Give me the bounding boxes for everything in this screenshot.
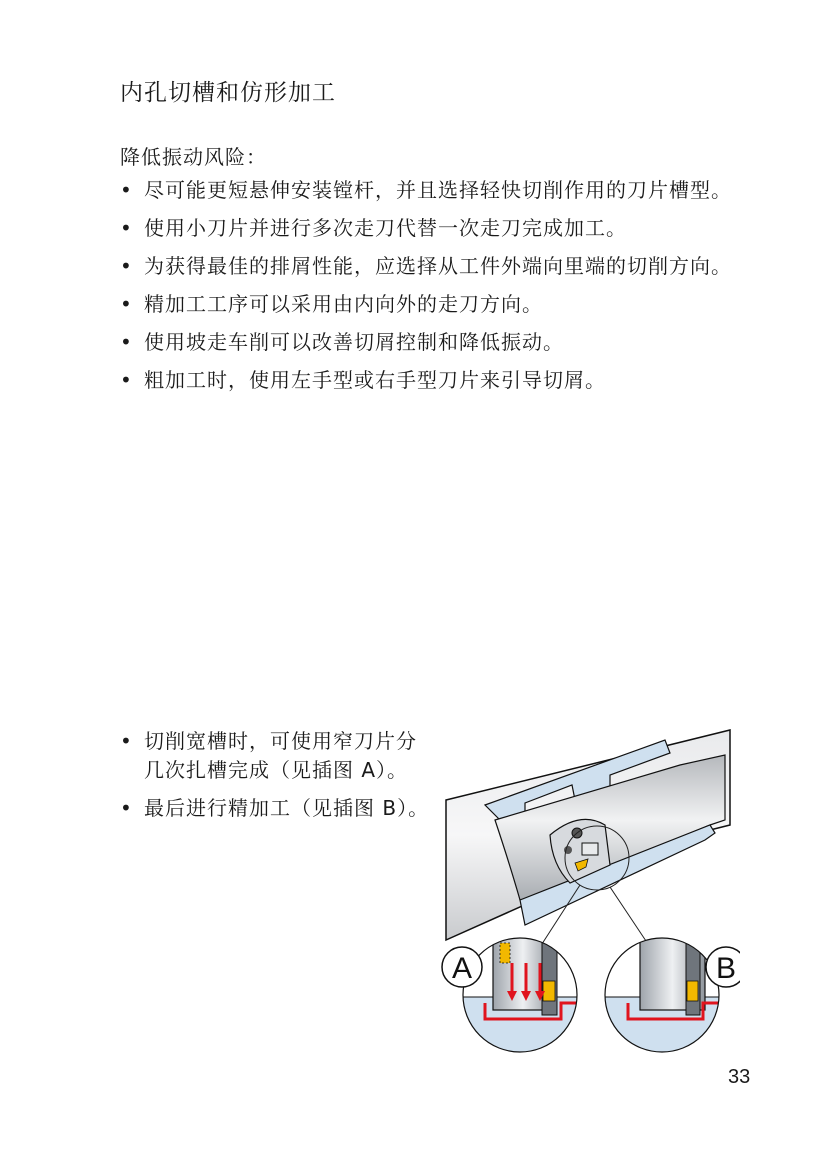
bullet-icon: • [120, 729, 133, 753]
page-number: 33 [728, 1066, 751, 1088]
boring-bar-diagram [440, 725, 740, 1055]
list-item: • 精加工工序可以采用由内向外的走刀方向。 [120, 290, 760, 319]
list-item: • 尽可能更短悬伸安装镗杆，并且选择轻快切削作用的刀片槽型。 [120, 176, 760, 205]
internal-grooving-illustration [440, 725, 740, 1055]
wide-groove-tips-list [120, 727, 430, 832]
label-b: B [715, 952, 737, 985]
page-title: 内孔切槽和仿形加工 [120, 80, 336, 106]
detail-b [602, 935, 740, 1055]
bullet-icon: • [120, 254, 133, 278]
intro-heading: 降低振动风险： [120, 145, 267, 169]
bullet-icon: • [120, 292, 133, 316]
vibration-tips-list [120, 176, 760, 404]
list-item: • 切削宽槽时，可使用窄刀片分几次扎槽完成（见插图 A）。 [120, 729, 417, 782]
list-item: • 最后进行精加工（见插图 B）。 [120, 794, 430, 823]
detail-a [442, 935, 588, 1055]
list-item: • 为获得最佳的排屑性能，应选择从工件外端向里端的切削方向。 [120, 252, 760, 281]
bullet-icon: • [120, 178, 133, 202]
bullet-icon: • [120, 368, 133, 392]
label-a: A [451, 952, 473, 985]
list-item: • 使用小刀片并进行多次走刀代替一次走刀完成加工。 [120, 214, 760, 243]
bullet-icon: • [120, 216, 133, 240]
bullet-icon: • [120, 796, 133, 820]
bullet-icon: • [120, 330, 133, 354]
list-item: • 粗加工时，使用左手型或右手型刀片来引导切屑。 [120, 366, 760, 395]
list-item: • 使用坡走车削可以改善切屑控制和降低振动。 [120, 328, 760, 357]
